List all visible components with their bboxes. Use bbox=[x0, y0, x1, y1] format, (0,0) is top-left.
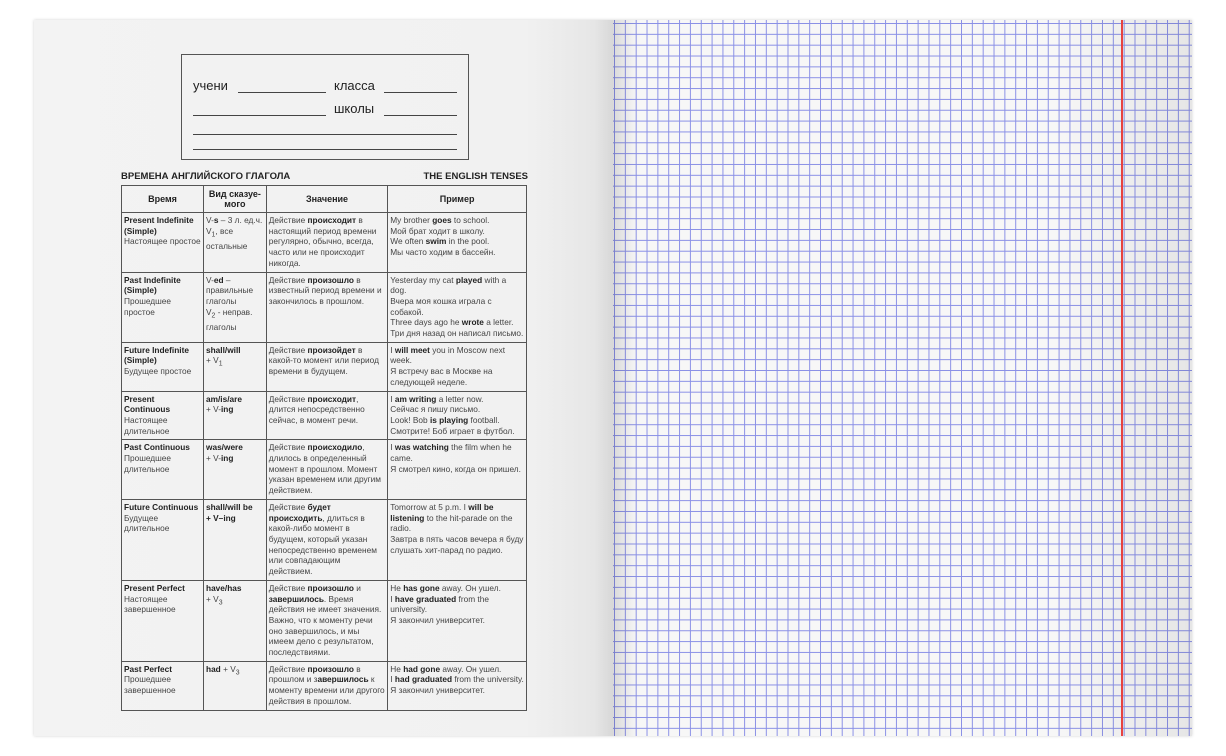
form-cell bbox=[204, 499, 267, 580]
label-row-3 bbox=[193, 125, 457, 141]
example-line bbox=[390, 442, 524, 463]
form-cell bbox=[204, 391, 267, 440]
meaning-text: в настоящий период времени регулярно, обычно, всегда, часто или не происходит никогда. bbox=[268, 215, 377, 268]
example-verb: will meet bbox=[394, 344, 430, 355]
table-title-english: THE ENGLISH TENSES bbox=[423, 171, 528, 182]
header-predicate-form: Вид сказуе-мого bbox=[204, 186, 267, 213]
back-cover-page bbox=[34, 20, 613, 736]
table-row bbox=[122, 661, 527, 710]
meaning-text: и bbox=[353, 582, 361, 593]
example-text: to the hit-parade on the radio. bbox=[390, 512, 513, 534]
header-example: Пример bbox=[388, 186, 527, 213]
tense-cell bbox=[122, 342, 204, 391]
example-text: I bbox=[390, 442, 395, 453]
tense-cell bbox=[122, 440, 204, 500]
table-title-russian: ВРЕМЕНА АНГЛИЙСКОГО ГЛАГОЛА bbox=[121, 171, 291, 182]
example-text: a letter now. bbox=[436, 393, 484, 404]
label-blank-class[interactable] bbox=[384, 92, 457, 93]
example-text: I bbox=[390, 593, 395, 604]
english-tenses-table bbox=[121, 185, 527, 711]
form-auxiliary: shall/will be bbox=[206, 501, 253, 512]
header-tense: Время bbox=[122, 186, 204, 213]
graph-paper-page bbox=[613, 20, 1192, 736]
meaning-keyword: завершилось bbox=[268, 593, 324, 604]
meaning-keyword: произойдет bbox=[307, 344, 356, 355]
meaning-text: в известный период времени и закончилось в прошлом. bbox=[268, 274, 382, 306]
form-ending: ing bbox=[221, 404, 234, 415]
example-text: away. Он ушел. bbox=[440, 663, 502, 674]
example-cell bbox=[388, 213, 527, 273]
label-row-1 bbox=[193, 79, 457, 95]
example-translation: Смотрите! Боб играет в футбол. bbox=[390, 425, 515, 436]
form-text: - неправ. глаголы bbox=[206, 306, 253, 332]
table-row bbox=[122, 580, 527, 661]
tense-cell bbox=[122, 580, 204, 661]
meaning-text: Действие bbox=[268, 582, 308, 593]
form-text: – 3 л. ед.ч. bbox=[218, 215, 263, 225]
example-text: Look! Bob bbox=[390, 414, 430, 425]
owner-label-box bbox=[181, 54, 469, 160]
meaning-keyword: произошло bbox=[307, 582, 354, 593]
tense-russian: Прошедшее длительное bbox=[124, 453, 172, 474]
table-row bbox=[122, 342, 527, 391]
header-meaning: Значение bbox=[266, 186, 388, 213]
example-text: away. Он ушел. bbox=[439, 582, 501, 593]
form-text: + V- bbox=[206, 453, 221, 464]
example-text: I bbox=[390, 674, 395, 685]
example-verb: has gone bbox=[403, 582, 440, 593]
example-verb: is playing bbox=[429, 414, 469, 425]
form-ending: ing bbox=[221, 453, 234, 464]
form-auxiliary: had bbox=[206, 663, 221, 674]
meaning-text: к моменту времени или другого действия в прошлом. bbox=[268, 674, 385, 706]
form-cell bbox=[204, 213, 267, 273]
table-row bbox=[122, 391, 527, 440]
form-text: , все остальные bbox=[206, 225, 248, 252]
label-blank-line-3[interactable] bbox=[193, 134, 457, 135]
tense-name: Past Indefinite (Simple) bbox=[124, 274, 181, 296]
table-row bbox=[122, 272, 527, 342]
meaning-text: Действие bbox=[268, 442, 308, 453]
table-header-row bbox=[122, 186, 527, 213]
form-ending: ed bbox=[213, 274, 224, 285]
example-cell bbox=[388, 580, 527, 661]
example-verb: swim bbox=[425, 236, 447, 247]
meaning-keyword: происходит bbox=[307, 393, 357, 404]
meaning-cell bbox=[266, 499, 388, 580]
example-text: from the university. bbox=[452, 674, 524, 685]
meaning-cell bbox=[266, 661, 388, 710]
example-verb: had graduated bbox=[394, 674, 453, 685]
form-subscript: 1 bbox=[218, 361, 223, 369]
label-blank-name[interactable] bbox=[193, 115, 326, 116]
label-blank-school[interactable] bbox=[384, 115, 457, 116]
example-text: Three days ago he bbox=[390, 317, 462, 328]
tense-name: Future Continuous bbox=[124, 501, 199, 512]
table-row bbox=[122, 499, 527, 580]
label-blank-line-4[interactable] bbox=[193, 149, 457, 150]
example-translation: Мы часто ходим в бассейн. bbox=[390, 247, 496, 258]
label-word-class: класса bbox=[334, 78, 375, 93]
form-text: + V bbox=[220, 663, 236, 674]
meaning-text: , длится непосредственно сейчас, в момент речи. bbox=[268, 393, 365, 425]
example-cell bbox=[388, 342, 527, 391]
example-cell bbox=[388, 661, 527, 710]
tense-russian: Настоящее завершенное bbox=[124, 593, 176, 615]
form-auxiliary: was/were bbox=[206, 442, 243, 453]
tense-name: Present Continuous bbox=[124, 393, 171, 415]
form-subscript: 3 bbox=[235, 669, 240, 677]
form-subscript: 1 bbox=[211, 231, 216, 239]
tense-cell bbox=[122, 391, 204, 440]
example-text: with a dog. bbox=[390, 274, 507, 296]
example-translation: Я закончил университет. bbox=[390, 614, 485, 625]
meaning-text: , длиться в какой-либо момент в будущем, который указан непосредственно временем или совпадающим действием. bbox=[268, 512, 377, 577]
tense-name: Present Indefinite (Simple) bbox=[124, 215, 194, 236]
form-auxiliary: shall/will bbox=[206, 344, 241, 355]
form-text: + V– bbox=[206, 512, 224, 523]
form-subscript: 2 bbox=[211, 312, 216, 320]
meaning-keyword: произошло bbox=[307, 663, 354, 674]
tense-cell bbox=[122, 499, 204, 580]
example-text: Tomorrow at 5 p.m. I bbox=[390, 501, 469, 512]
tense-cell bbox=[122, 213, 204, 273]
example-text: you in Moscow next week. bbox=[390, 344, 506, 366]
meaning-text: Действие bbox=[268, 393, 308, 404]
meaning-text: , длилось в определенный момент в прошлом. Момент указан временем или другим действием. bbox=[268, 442, 382, 496]
form-text: V- bbox=[206, 274, 214, 285]
example-cell bbox=[388, 272, 527, 342]
meaning-cell bbox=[266, 213, 388, 273]
meaning-text: . Время действия не имеет значения. Важно, что к моменту речи оно завершилось, и мы имеем дело с результатом, последствиями. bbox=[268, 593, 382, 658]
notebook-cover-spread bbox=[34, 20, 1192, 736]
meaning-text: в какой-то момент или период времени в будущем. bbox=[268, 344, 379, 377]
example-verb: am writing bbox=[394, 393, 437, 404]
example-text: He bbox=[390, 582, 404, 593]
tense-name: Past Continuous bbox=[124, 442, 190, 453]
meaning-text: Действие bbox=[268, 274, 308, 285]
example-verb: had gone bbox=[403, 663, 441, 674]
form-auxiliary: have/has bbox=[206, 582, 242, 593]
example-translation: Завтра в пять часов вечера я буду слушать хит-парад по радио. bbox=[390, 533, 524, 555]
example-verb: was watching bbox=[394, 442, 449, 453]
example-verb: have graduated bbox=[394, 593, 457, 604]
example-verb: played bbox=[455, 274, 483, 285]
example-text: to school. bbox=[451, 215, 490, 225]
form-text: + V bbox=[206, 593, 219, 604]
tense-name: Present Perfect bbox=[124, 582, 185, 593]
form-text: V bbox=[206, 306, 212, 317]
form-text: V- bbox=[206, 215, 214, 225]
form-text: + V bbox=[206, 355, 219, 366]
example-line bbox=[390, 215, 524, 226]
example-translation: Я закончил университет. bbox=[390, 685, 485, 696]
example-text: He bbox=[390, 663, 404, 674]
form-subscript: 3 bbox=[218, 599, 223, 607]
example-translation: Я смотрел кино, когда он пришел. bbox=[390, 463, 521, 474]
label-row-4 bbox=[193, 145, 457, 161]
example-line bbox=[390, 502, 524, 534]
meaning-cell bbox=[266, 440, 388, 500]
meaning-keyword: будет происходить bbox=[268, 501, 331, 523]
example-line bbox=[390, 415, 524, 426]
meaning-text: Действие bbox=[268, 344, 308, 355]
form-auxiliary: am/is/are bbox=[206, 393, 242, 404]
example-text: the film when he came. bbox=[390, 442, 512, 464]
example-text: I bbox=[390, 344, 395, 355]
form-text: + V- bbox=[206, 404, 221, 415]
example-cell bbox=[388, 391, 527, 440]
meaning-keyword: происходило bbox=[307, 442, 363, 453]
form-text: – правильные глаголы bbox=[206, 274, 254, 306]
example-text: I bbox=[390, 393, 395, 404]
label-blank-student[interactable] bbox=[238, 92, 326, 93]
example-line bbox=[390, 594, 524, 615]
example-line bbox=[390, 236, 524, 247]
example-translation: Три дня назад он написал письмо. bbox=[390, 328, 524, 339]
tense-russian: Прошедшее простое bbox=[124, 295, 172, 317]
example-translation: Я встречу вас в Москве на следующей неделе. bbox=[390, 366, 493, 387]
example-text: My brother bbox=[390, 215, 433, 225]
example-line bbox=[390, 664, 524, 675]
tense-cell bbox=[122, 661, 204, 710]
tense-russian: Настоящее простое bbox=[124, 236, 201, 247]
meaning-text: Действие bbox=[268, 663, 308, 674]
example-text: football. bbox=[468, 414, 500, 425]
meaning-text: в прошлом и з bbox=[268, 663, 361, 685]
form-cell bbox=[204, 272, 267, 342]
form-ending: ing bbox=[223, 512, 236, 523]
red-margin-line bbox=[1121, 20, 1123, 736]
meaning-keyword: произошло bbox=[307, 274, 354, 285]
meaning-cell bbox=[266, 391, 388, 440]
tense-russian: Будущее длительное bbox=[124, 512, 170, 534]
form-cell bbox=[204, 661, 267, 710]
meaning-cell bbox=[266, 342, 388, 391]
meaning-keyword: происходит bbox=[307, 215, 357, 225]
form-ending: s bbox=[213, 215, 219, 225]
tense-cell bbox=[122, 272, 204, 342]
tense-russian: Будущее простое bbox=[124, 366, 192, 377]
example-line bbox=[390, 583, 524, 594]
form-cell bbox=[204, 342, 267, 391]
example-line bbox=[390, 394, 524, 405]
example-line bbox=[390, 345, 524, 366]
label-word-student: учени bbox=[193, 78, 228, 93]
label-word-school: школы bbox=[334, 101, 375, 116]
example-cell bbox=[388, 440, 527, 500]
example-text: We often bbox=[390, 236, 426, 247]
example-translation: Сейчас я пишу письмо. bbox=[390, 404, 481, 415]
example-text: from the university. bbox=[390, 593, 489, 615]
example-verb: goes bbox=[432, 215, 452, 225]
meaning-cell bbox=[266, 580, 388, 661]
meaning-keyword: авершилось bbox=[317, 674, 369, 685]
example-translation: Вчера моя кошка играла с собакой. bbox=[390, 295, 492, 317]
table-row bbox=[122, 213, 527, 273]
example-verb: will be listening bbox=[390, 501, 494, 523]
example-translation: Мой брат ходит в школу. bbox=[390, 225, 485, 236]
tense-russian: Настоящее длительное bbox=[124, 414, 170, 436]
example-line bbox=[390, 317, 524, 328]
example-text: a letter. bbox=[483, 317, 514, 328]
form-text: V bbox=[206, 225, 212, 236]
table-row bbox=[122, 440, 527, 500]
example-cell bbox=[388, 499, 527, 580]
example-line bbox=[390, 674, 524, 685]
example-text: Yesterday my cat bbox=[390, 274, 456, 285]
meaning-text: Действие bbox=[268, 215, 308, 225]
tense-russian: Прошедшее завершенное bbox=[124, 674, 176, 696]
tense-name: Past Perfect bbox=[124, 663, 172, 674]
form-cell bbox=[204, 580, 267, 661]
example-verb: wrote bbox=[461, 317, 484, 328]
meaning-text: Действие bbox=[268, 501, 308, 512]
label-row-2 bbox=[193, 102, 457, 118]
meaning-cell bbox=[266, 272, 388, 342]
form-cell bbox=[204, 440, 267, 500]
tense-name: Future Indefinite (Simple) bbox=[124, 344, 189, 366]
example-line bbox=[390, 275, 524, 296]
example-text: in the pool. bbox=[446, 236, 490, 247]
